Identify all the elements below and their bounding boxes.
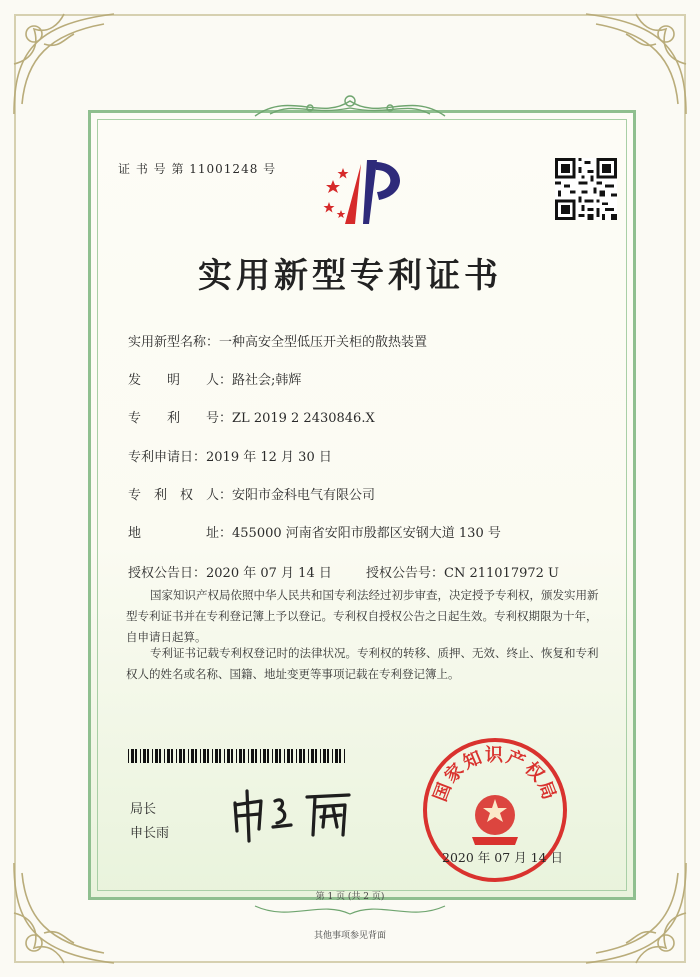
qr-code — [555, 158, 617, 220]
barcode-bar — [251, 749, 254, 763]
field-label: 授权公告日： — [128, 566, 207, 581]
barcode-bar — [128, 749, 129, 763]
bottom-garland-ornament — [250, 898, 450, 926]
barcode-bar — [287, 749, 290, 763]
barcode-bar — [296, 749, 297, 763]
barcode-bar — [236, 749, 237, 763]
barcode — [128, 748, 348, 762]
barcode-bar — [183, 749, 185, 763]
field-filing-date — [128, 446, 332, 465]
field-inventor — [128, 369, 301, 388]
barcode-bar — [227, 749, 230, 763]
barcode-bar — [143, 749, 146, 763]
barcode-bar — [212, 749, 213, 763]
barcode-bar — [135, 749, 137, 763]
barcode-bar — [344, 749, 345, 763]
barcode-bar — [188, 749, 189, 763]
corner-ornament-top-left — [4, 4, 124, 124]
top-garland-ornament — [250, 86, 450, 126]
barcode-bar — [179, 749, 182, 763]
field-value: 安阳市金科电气有限公司 — [232, 488, 376, 503]
certificate-title: 实用新型专利证书 — [198, 256, 502, 296]
field-label: 专利申请日： — [128, 450, 207, 465]
seal-date: 2020 年 07 月 14 日 — [442, 850, 563, 865]
field-value: 一种高安全型低压开关柜的散热装置 — [219, 335, 428, 350]
barcode-bar — [203, 749, 206, 763]
field-publication-number — [366, 562, 559, 581]
barcode-bar — [171, 749, 173, 763]
field-value: 2019 年 12 月 30 日 — [206, 450, 332, 465]
field-label: 授权公告号： — [366, 566, 445, 581]
director-title: 局长 — [130, 802, 157, 817]
corner-ornament-top-right — [576, 4, 696, 124]
barcode-bar — [260, 749, 261, 763]
field-patent-number — [128, 407, 375, 426]
barcode-bar — [335, 749, 338, 763]
barcode-bar — [291, 749, 293, 763]
barcode-bar — [239, 749, 242, 763]
field-value: 455000 河南省安阳市殷都区安钢大道 130 号 — [232, 526, 501, 541]
barcode-bar — [275, 749, 278, 763]
field-address — [128, 522, 501, 541]
barcode-bar — [279, 749, 281, 763]
seal-text: 国家知识产权局 — [429, 745, 561, 805]
barcode-bar — [339, 749, 341, 763]
barcode-bar — [311, 749, 314, 763]
barcode-bar — [255, 749, 257, 763]
barcode-bar — [243, 749, 245, 763]
barcode-bar — [167, 749, 170, 763]
field-grant-date — [128, 562, 332, 581]
barcode-bar — [332, 749, 333, 763]
certificate-number: 证 书 号 第 11001248 号 — [118, 162, 277, 176]
barcode-bar — [327, 749, 329, 763]
barcode-bar — [207, 749, 209, 763]
barcode-bar — [299, 749, 302, 763]
barcode-bar — [267, 749, 269, 763]
field-value: 2020 年 07 月 14 日 — [206, 566, 332, 581]
barcode-bar — [191, 749, 194, 763]
barcode-bar — [176, 749, 177, 763]
field-value: 路社会;韩辉 — [232, 373, 302, 388]
barcode-bar — [231, 749, 233, 763]
page-number: 第 1 页 (共 2 页) — [315, 892, 385, 902]
handwritten-signature — [225, 783, 370, 843]
barcode-bar — [155, 749, 158, 763]
body-paragraph-2: 专利证书记载专利权登记时的法律状况。专利权的转移、质押、无效、终止、恢复和专利权人的姓名或名称、国籍、地址变更等事项记载在专利登记簿上。 — [126, 646, 599, 681]
barcode-bar — [152, 749, 153, 763]
barcode-bar — [224, 749, 225, 763]
director-name: 申长雨 — [130, 826, 170, 841]
cnipa-logo — [315, 152, 415, 232]
body-paragraph-1: 国家知识产权局依照中华人民共和国专利法经过初步审查，决定授予专利权，颁发实用新型专利证书并在专利登记簿上予以登记。专利权自授权公告之日起生效。专利权期限为十年，自申请日起算。 — [126, 588, 599, 644]
field-value: ZL 2019 2 2430846.X — [232, 411, 375, 426]
barcode-bar — [195, 749, 197, 763]
barcode-bar — [219, 749, 221, 763]
barcode-bar — [215, 749, 218, 763]
field-label: 专 利 权 人： — [128, 488, 233, 503]
field-label: 发 明 人： — [128, 373, 233, 388]
barcode-bar — [200, 749, 201, 763]
barcode-bar — [164, 749, 165, 763]
field-utility-model-name — [128, 331, 427, 350]
barcode-bar — [159, 749, 161, 763]
barcode-bar — [284, 749, 285, 763]
barcode-bar — [323, 749, 326, 763]
barcode-bar — [140, 749, 141, 763]
barcode-bar — [147, 749, 149, 763]
barcode-bar — [263, 749, 266, 763]
barcode-bar — [131, 749, 134, 763]
barcode-bar — [248, 749, 249, 763]
field-patentee — [128, 484, 375, 503]
barcode-bar — [272, 749, 273, 763]
field-label: 专 利 号： — [128, 411, 233, 426]
barcode-bar — [320, 749, 321, 763]
back-note: 其他事项参见背面 — [313, 931, 386, 941]
barcode-bar — [315, 749, 317, 763]
field-value: CN 211017972 U — [444, 566, 559, 581]
field-label: 地 址： — [128, 526, 233, 541]
field-label: 实用新型名称： — [128, 335, 220, 350]
barcode-bar — [303, 749, 305, 763]
barcode-bar — [308, 749, 309, 763]
